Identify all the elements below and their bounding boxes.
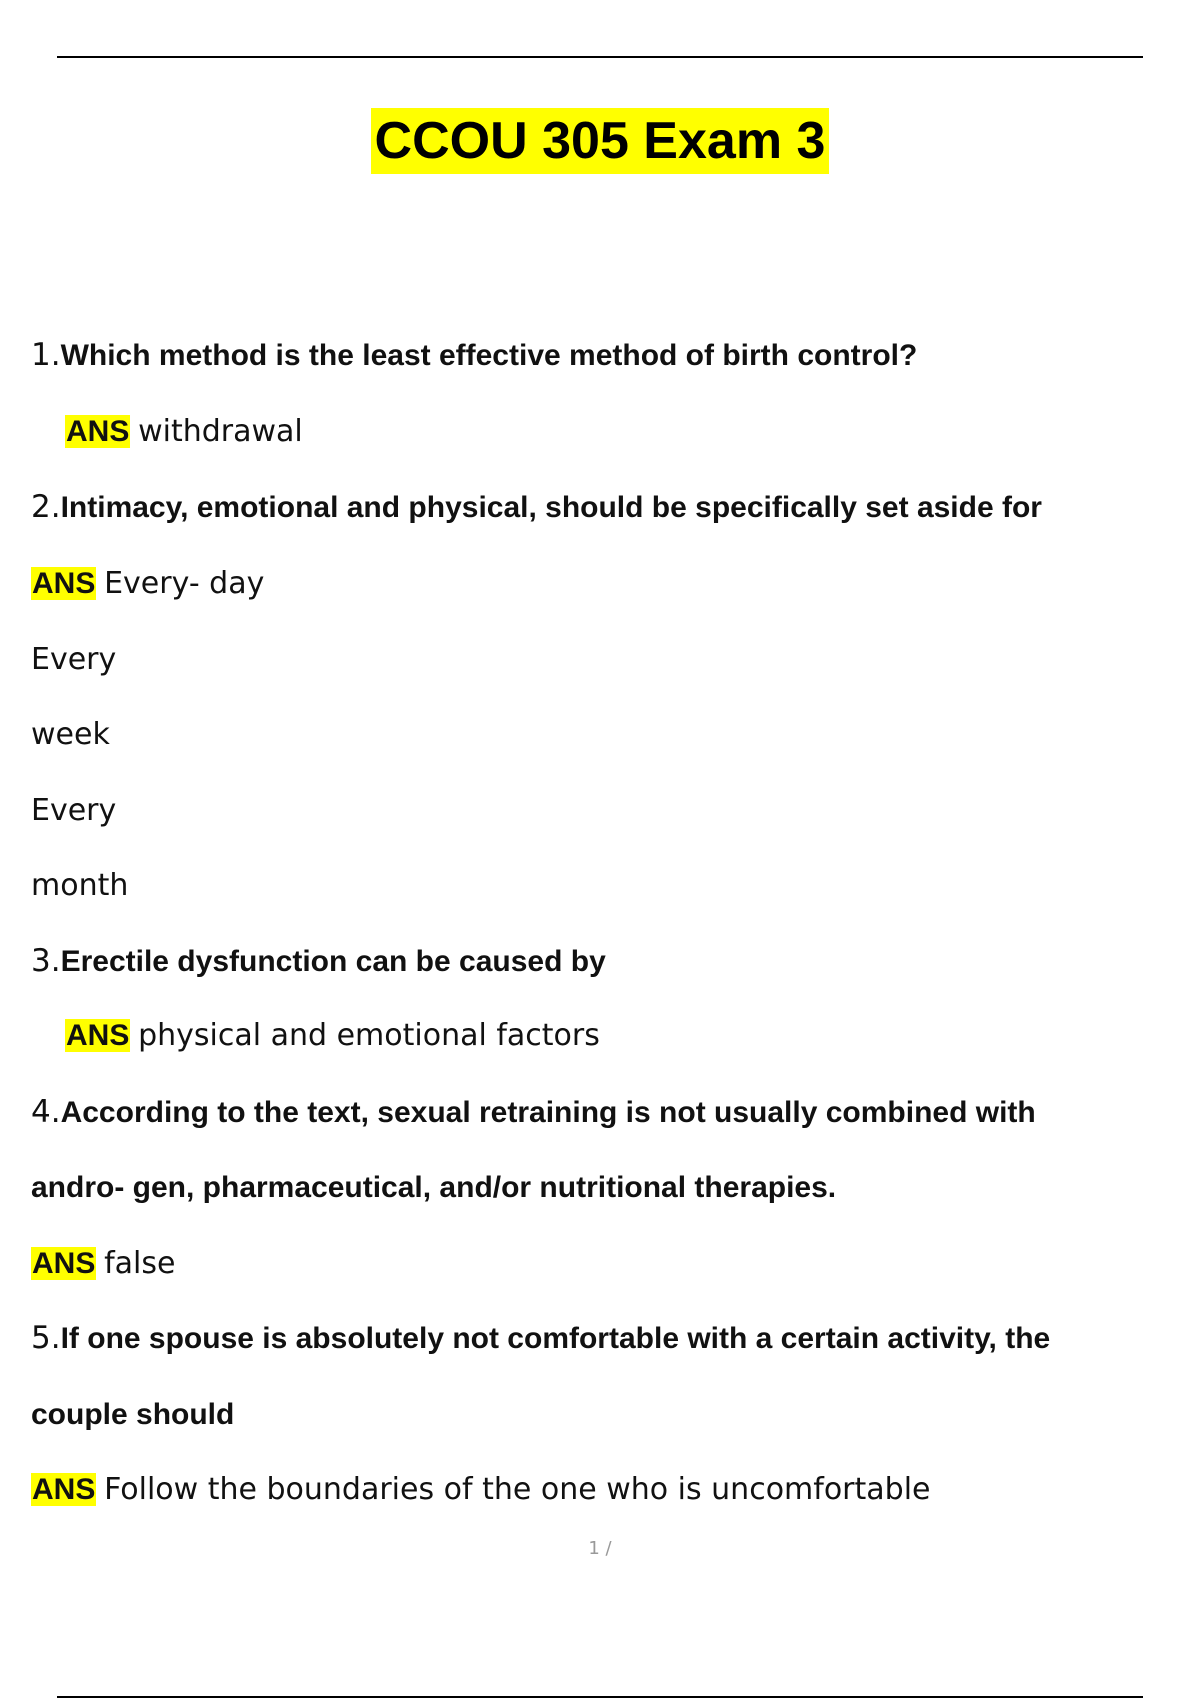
ans-label: ANS [32,1247,96,1280]
ans-label: ANS [32,1473,96,1506]
question-number: 5. [31,1320,61,1356]
top-rule [57,56,1143,58]
question-4 [31,1092,1036,1133]
answer-3 [65,1015,600,1056]
question-number: 3. [31,943,61,979]
question-number: 4. [31,1094,61,1130]
answer-2 [31,563,264,604]
answer-2-line-2 [31,639,116,680]
question-text: Which method is the least effective method of birth control? [60,339,918,372]
question-text: Erectile dysfunction can be caused by [60,945,606,978]
answer-text: month [31,868,129,903]
document-title: CCOU 305 Exam 3 [371,108,830,174]
question-text: couple should [31,1398,235,1431]
bottom-rule [57,1696,1143,1698]
ans-label: ANS [32,567,96,600]
answer-text: week [31,717,110,752]
question-1 [31,335,917,376]
question-4-line-2 [31,1167,836,1208]
title-block [0,108,1200,174]
question-number: 1. [31,337,61,373]
answer-text: withdrawal [138,414,303,449]
question-2 [31,487,1042,528]
question-number: 2. [31,489,61,525]
page-number: 1 / [588,1538,612,1559]
question-5-line-2 [31,1394,234,1435]
answer-text: Every- day [104,566,265,601]
question-3 [31,941,606,982]
question-text: Intimacy, emotional and physical, should be specifically set aside for [60,491,1042,524]
question-text: andro- gen, pharmaceutical, and/or nutritional therapies. [31,1171,837,1204]
answer-text: Every [31,793,117,828]
question-text: According to the text, sexual retraining is not usually combined with [60,1096,1036,1129]
question-text: If one spouse is absolutely not comfortable with a certain activity, the [60,1322,1051,1355]
answer-4 [31,1243,175,1284]
ans-label: ANS [66,1019,130,1052]
answer-2-line-4 [31,790,116,831]
question-5 [31,1318,1050,1359]
answer-text: Follow the boundaries of the one who is uncomfortable [104,1472,931,1507]
answer-5 [31,1469,931,1510]
answer-1 [65,411,303,452]
answer-text: Every [31,642,117,677]
answer-text: physical and emotional factors [138,1018,600,1053]
answer-2-line-3 [31,714,110,755]
answer-text: false [104,1246,176,1281]
ans-label: ANS [66,415,130,448]
answer-2-line-5 [31,865,128,906]
